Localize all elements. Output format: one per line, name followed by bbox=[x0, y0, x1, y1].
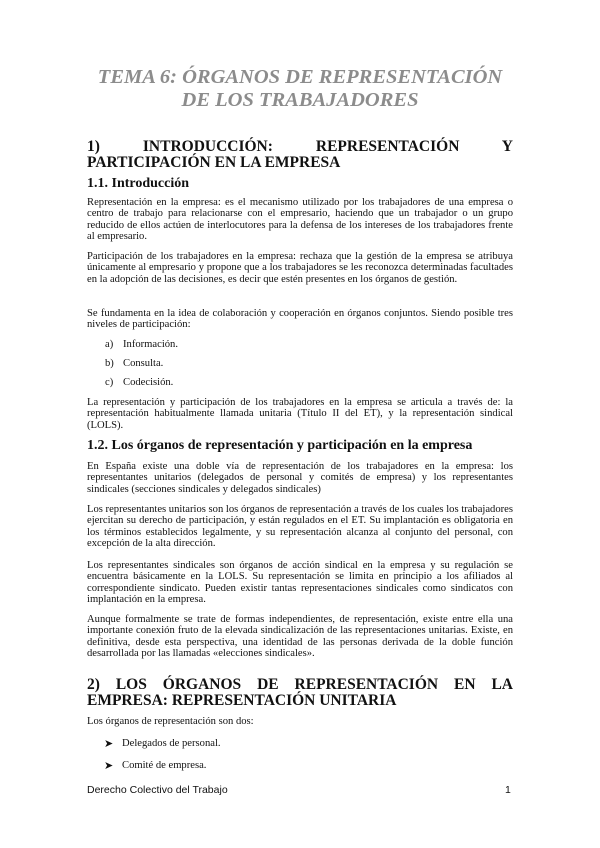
paragraph-doble-via: En España existe una doble vía de representación de los trabajadores en la empresa: los representantes unitarios (delegados de personal y comités de empresa) y los representantes sindicales (secciones sindicales y delegados sindicales) bbox=[87, 461, 513, 495]
section-2-heading bbox=[87, 677, 513, 709]
section-1-heading-line-2: PARTICIPACIÓN EN LA EMPRESA bbox=[87, 154, 341, 171]
subsection-1-1-heading: 1.1. Introducción bbox=[87, 176, 190, 191]
list-item-codecision bbox=[105, 377, 173, 389]
list-item-delegados: Delegados de personal. bbox=[122, 738, 221, 749]
list-item-text: Codecisión. bbox=[123, 377, 174, 388]
document-title bbox=[60, 66, 540, 112]
section-2-heading-line-2: EMPRESA: REPRESENTACIÓN UNITARIA bbox=[87, 692, 397, 709]
title-line-2: DE LOS TRABAJADORES bbox=[181, 89, 419, 111]
list-item-text: Información. bbox=[123, 339, 179, 350]
title-line-1: TEMA 6: ÓRGANOS DE REPRESENTACIÓN bbox=[97, 66, 503, 88]
list-item-comite: Comité de empresa. bbox=[122, 760, 207, 771]
arrow-bullet-icon: ➤ bbox=[104, 737, 114, 750]
paragraph-representacion: Representación en la empresa: es el mecanismo utilizado por los trabajadores de una empresa o centro de trabajo para relacionarse con el empresario, haciendo que un trabajador o un grupo reducido de ellos actúen de interlocutores para la defensa de los intereses de los trabajadores frente al empresario. bbox=[87, 197, 513, 242]
footer-course-title: Derecho Colectivo del Trabajo bbox=[87, 784, 228, 796]
paragraph-organos-intro: Los órganos de representación son dos: bbox=[87, 716, 254, 727]
section-1-heading-line-1: 1) INTRODUCCIÓN: REPRESENTACIÓN Y bbox=[87, 138, 513, 155]
section-1-heading bbox=[87, 139, 513, 171]
paragraph-articulacion: La representación y participación de los trabajadores en la empresa se articula a través de: la representación habitualmente llamada unitaria (Título II del ET), y la representación sindical (LOLS). bbox=[87, 397, 513, 431]
section-2-heading-line-1: 2) LOS ÓRGANOS DE REPRESENTACIÓN EN LA bbox=[87, 676, 513, 693]
list-marker: b) bbox=[105, 358, 114, 369]
list-marker: c) bbox=[105, 377, 114, 388]
footer-page-number: 1 bbox=[505, 784, 511, 796]
list-item-text: Consulta. bbox=[123, 358, 164, 369]
subsection-1-2-heading: 1.2. Los órganos de representación y participación en la empresa bbox=[87, 438, 473, 453]
list-item-consulta bbox=[105, 358, 163, 370]
paragraph-participacion: Participación de los trabajadores en la empresa: rechaza que la gestión de la empresa se atribuya únicamente al empresario y propone que a los trabajadores se les reconozca determinadas facultades en la adopción de las decisiones, es decir que estén presentes en los órganos de gestión. bbox=[87, 251, 513, 285]
arrow-bullet-icon: ➤ bbox=[104, 759, 114, 772]
paragraph-representantes-sindicales: Los representantes sindicales son órganos de acción sindical en la empresa y su regulación se encuentra básicamente en la LOLS. Su representación se limita en principio a los afiliados al correspondiente sindicato. Pueden existir tantas representaciones sindicales como sindicatos con implantación en la empresa. bbox=[87, 560, 513, 605]
list-item-informacion bbox=[105, 339, 178, 351]
paragraph-conexion: Aunque formalmente se trate de formas independientes, de representación, existe entre ella una importante conexión fruto de la elevada sindicalización de las representaciones unitarias. Existe, en definitiva, desde esta perspectiva, una identidad de las personas derivada de la doble función desarrollada por las llamadas «elecciones sindicales». bbox=[87, 614, 513, 659]
paragraph-representantes-unitarios: Los representantes unitarios son los órganos de representación a través de los cuales los trabajadores ejercitan su derecho de participación, y están regulados en el ET. Su implantación es obligatoria en los términos establecidos legalmente, y su representación alcanza al conjunto del personal, con excepción de la alta dirección. bbox=[87, 504, 513, 549]
paragraph-niveles: Se fundamenta en la idea de colaboración y cooperación en órganos conjuntos. Siendo posible tres niveles de participación: bbox=[87, 308, 513, 331]
list-marker: a) bbox=[105, 339, 114, 350]
